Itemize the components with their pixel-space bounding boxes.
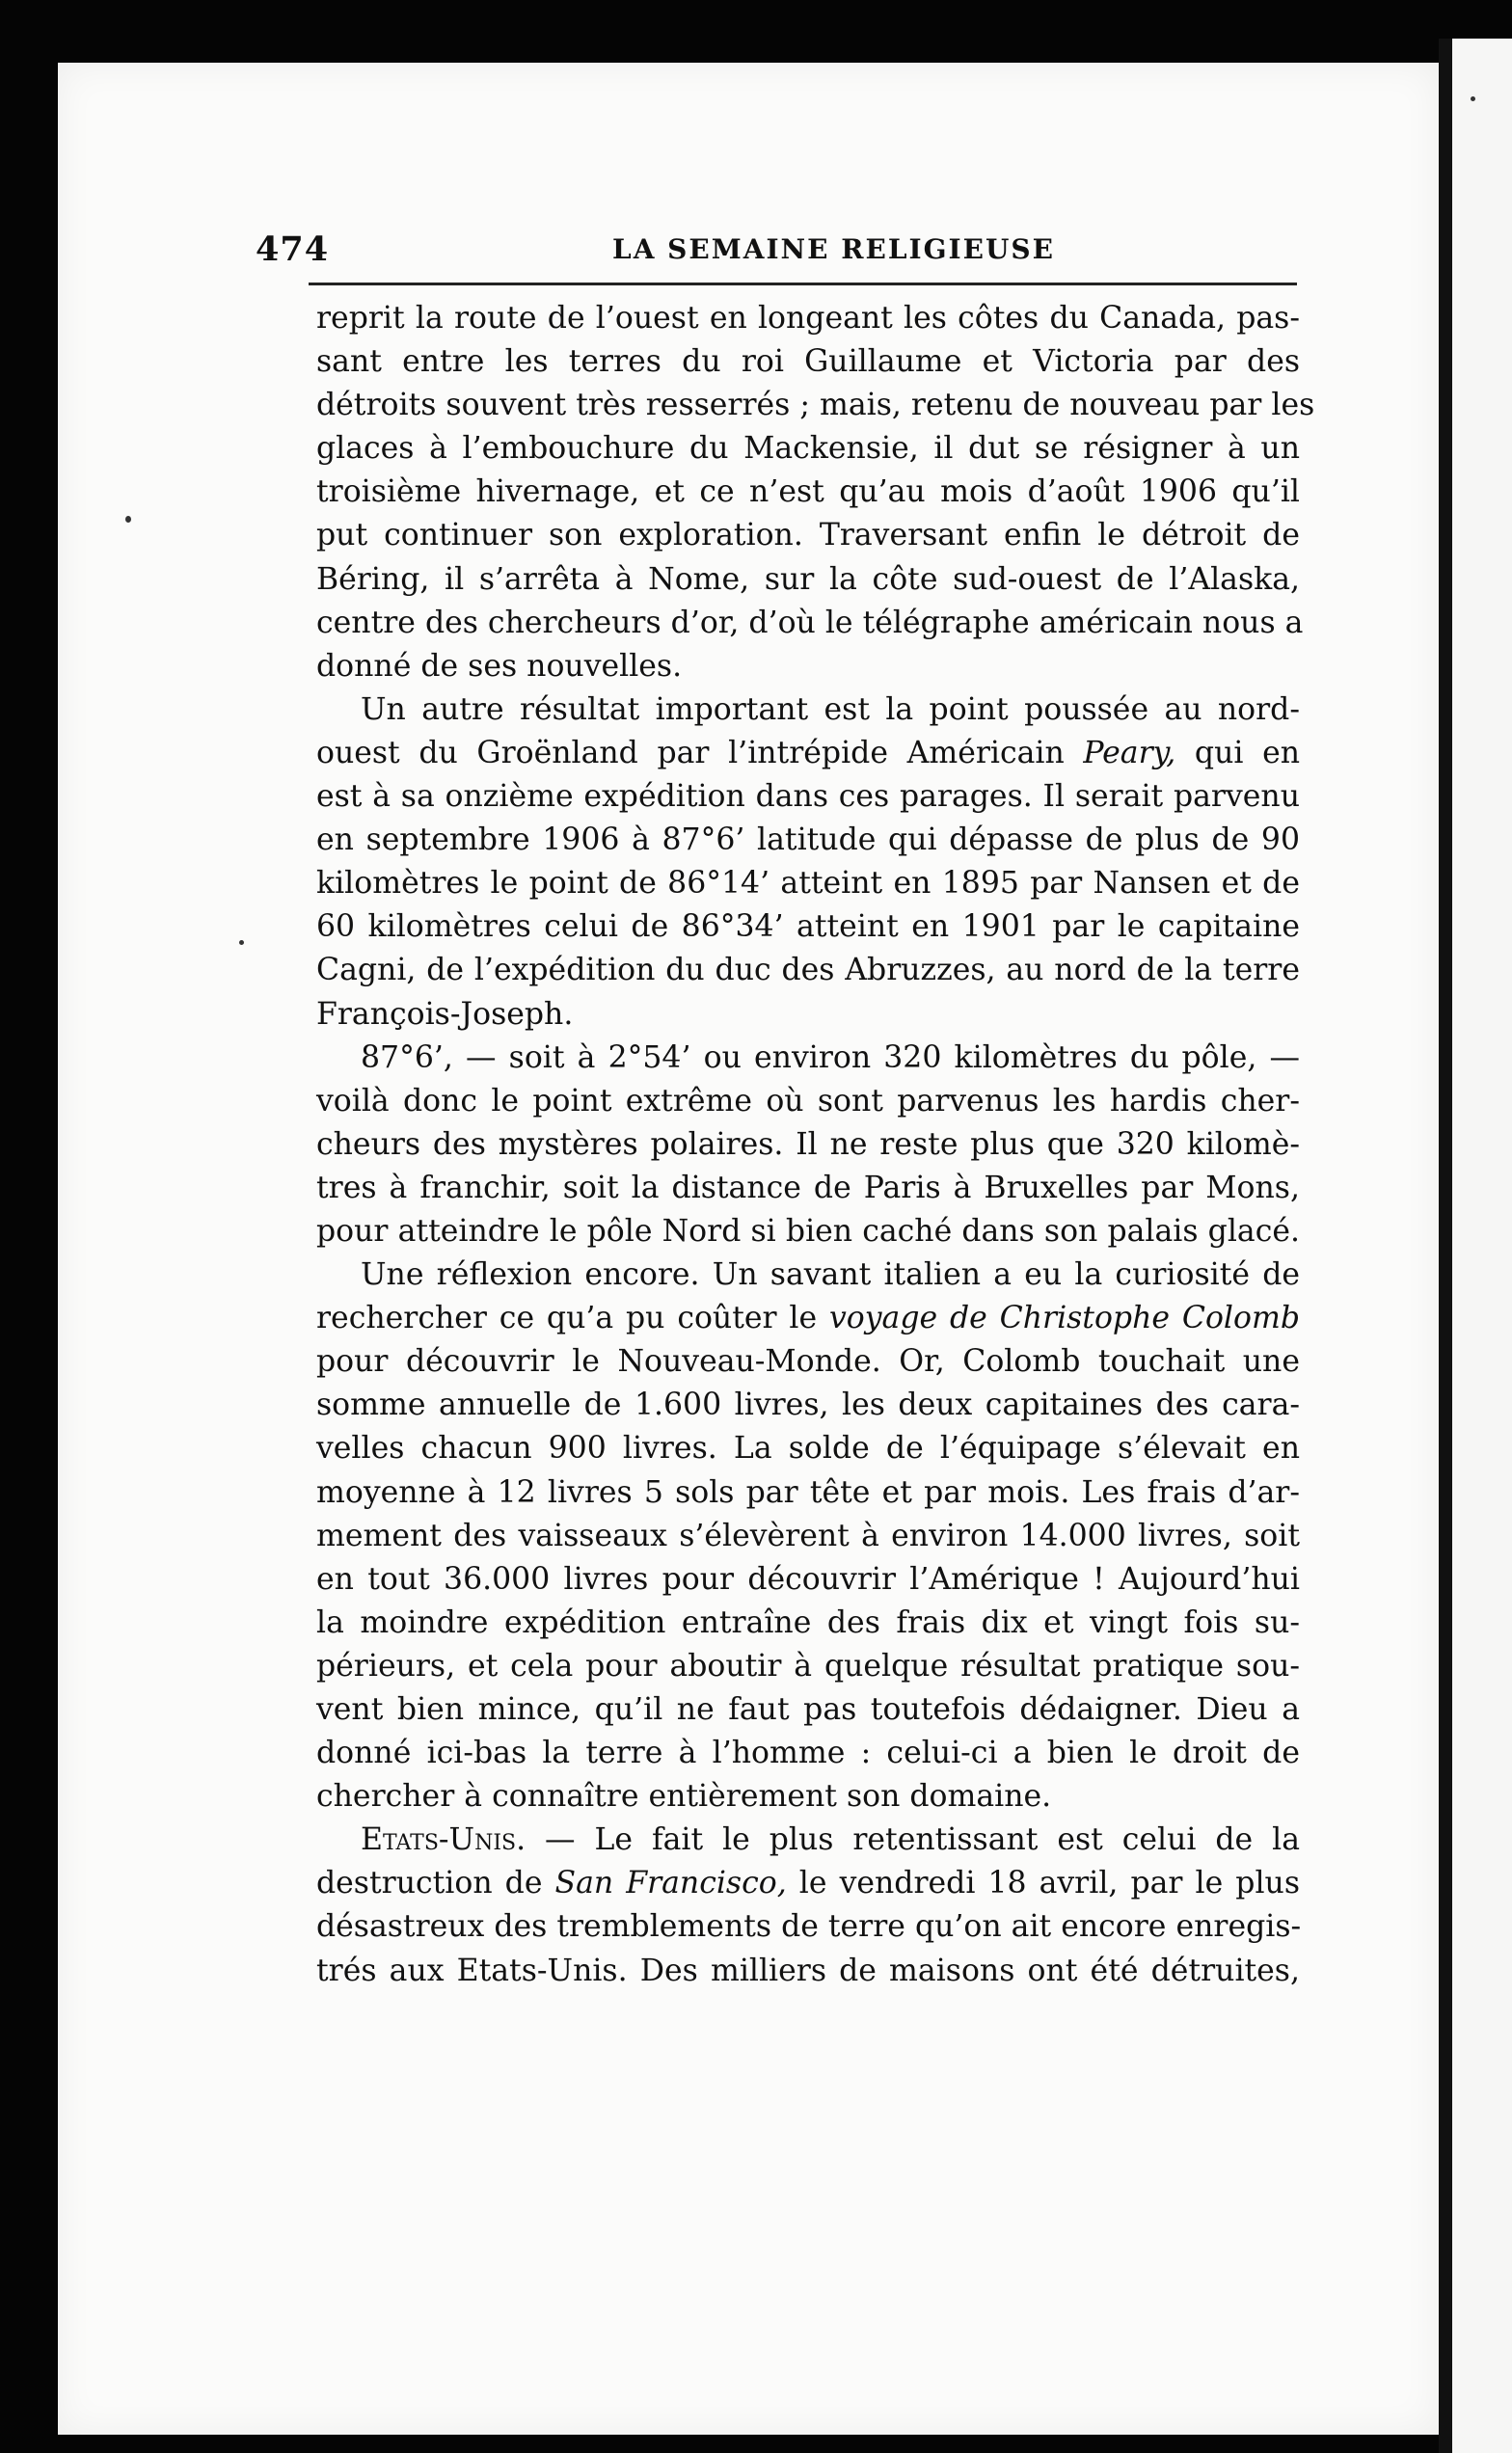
text-line-san-francisco: [316, 1862, 1300, 1905]
text-line: tres à franchir, soit la distance de Paris à Bruxelles par Mons,: [316, 1170, 1300, 1205]
text-line: en tout 36.000 livres pour découvrir l’Amérique ! Aujourd’hui: [316, 1561, 1300, 1597]
header-rule: [309, 283, 1297, 285]
text-line-peary: [316, 732, 1300, 775]
page-gutter-shadow: [1439, 39, 1452, 2453]
text-line: donné de ses nouvelles.: [316, 648, 683, 684]
text-line: périeurs, et cela pour aboutir à quelque résultat pratique sou-: [316, 1648, 1300, 1684]
text-line-etats-unis: [316, 1819, 1300, 1862]
text-line: détroits souvent très resserrés ; mais, retenu de nouveau par les: [316, 388, 1315, 423]
text-line: 87°6’, — soit à 2°54’ ou environ 320 kilomètres du pôle, —: [361, 1039, 1300, 1075]
text-line: vent bien mince, qu’il ne faut pas toutefois dédaigner. Dieu a: [316, 1692, 1300, 1727]
text-line: centre des chercheurs d’or, d’où le télégraphe américain nous a: [316, 605, 1304, 640]
text-line: en septembre 1906 à 87°6’ latitude qui dépasse de plus de 90: [316, 822, 1300, 858]
text-fragment: ouest du Groënland par l’intrépide Américain: [316, 735, 1084, 770]
text-line: troisième hivernage, et ce n’est qu’au mois d’août 1906 qu’il: [316, 474, 1300, 510]
text-line: Un autre résultat important est la point poussée au nord-: [361, 691, 1300, 727]
text-line: trés aux Etats-Unis. Des milliers de maisons ont été détruites,: [316, 1953, 1300, 1988]
text-line: velles chacun 900 livres. La solde de l’équipage s’élevait en: [316, 1431, 1300, 1467]
name-peary: Peary,: [1083, 735, 1176, 770]
scan-speck: [239, 940, 244, 945]
text-line: est à sa onzième expédition dans ces parages. Il serait parvenu: [316, 779, 1300, 815]
text-line: mement des vaisseaux s’élevèrent à environ 14.000 livres, soit: [316, 1518, 1300, 1553]
text-fragment: qui en: [1175, 735, 1300, 770]
text-fragment: destruction de: [316, 1866, 555, 1901]
text-line: glaces à l’embouchure du Mackensie, il dut se résigner à un: [316, 431, 1300, 467]
text-line: put continuer son exploration. Traversant enfin le détroit de: [316, 518, 1300, 553]
text-line: François-Joseph.: [316, 996, 574, 1032]
text-line: moyenne à 12 livres 5 sols par tête et par mois. Les frais d’ar-: [316, 1474, 1300, 1510]
text-line: kilomètres le point de 86°14’ atteint en 1895 par Nansen et de: [316, 866, 1300, 902]
title-voyage: voyage de Christophe Colomb: [828, 1301, 1301, 1336]
place-san-francisco: San Francisco,: [554, 1866, 787, 1901]
text-line: Béring, il s’arrêta à Nome, sur la côte sud-ouest de l’Alaska,: [316, 561, 1300, 597]
section-heading-etats-unis: Etats-Unis.: [361, 1822, 526, 1858]
body-text: [316, 297, 1315, 1993]
text-line: voilà donc le point extrême où sont parvenus les hardis cher-: [316, 1083, 1300, 1119]
text-line: reprit la route de l’ouest en longeant les côtes du Canada, pas-: [316, 301, 1300, 336]
text-line: chercher à connaître entièrement son domaine.: [316, 1779, 1052, 1815]
text-line: donné ici-bas la terre à l’homme : celui-ci a bien le droit de: [316, 1736, 1300, 1771]
text-line: Cagni, de l’expédition du duc des Abruzzes, au nord de la terre: [316, 953, 1300, 988]
text-fragment: rechercher ce qu’a pu coûter le: [316, 1301, 829, 1336]
scan-speck: [1471, 96, 1475, 101]
text-line: somme annuelle de 1.600 livres, les deux capitaines des cara-: [316, 1388, 1300, 1423]
text-line-voyage: [316, 1297, 1300, 1340]
text-line: sant entre les terres du roi Guillaume et Victoria par des: [316, 344, 1300, 380]
text-fragment: le vendredi 18 avril, par le plus: [786, 1866, 1300, 1901]
text-fragment: — Le fait le plus retentissant est celui de la: [526, 1822, 1300, 1858]
scan-speck: [125, 516, 131, 523]
text-line: Une réflexion encore. Un savant italien a eu la curiosité de: [361, 1257, 1300, 1293]
page-number: 474: [256, 229, 330, 269]
text-line: pour découvrir le Nouveau-Monde. Or, Colomb touchait une: [316, 1344, 1300, 1380]
text-line: la moindre expédition entraîne des frais dix et vingt fois su-: [316, 1604, 1300, 1640]
text-line: désastreux des tremblements de terre qu’on ait encore enregis-: [316, 1909, 1302, 1945]
text-line: 60 kilomètres celui de 86°34’ atteint en 1901 par le capitaine: [316, 909, 1300, 945]
running-head: LA SEMAINE RELIGIEUSE: [612, 233, 1055, 265]
page-header: [256, 229, 1297, 268]
facing-page-edge: [1452, 39, 1512, 2453]
text-line: pour atteindre le pôle Nord si bien caché dans son palais glacé.: [316, 1213, 1300, 1249]
text-line: cheurs des mystères polaires. Il ne reste plus que 320 kilomè-: [316, 1126, 1300, 1162]
